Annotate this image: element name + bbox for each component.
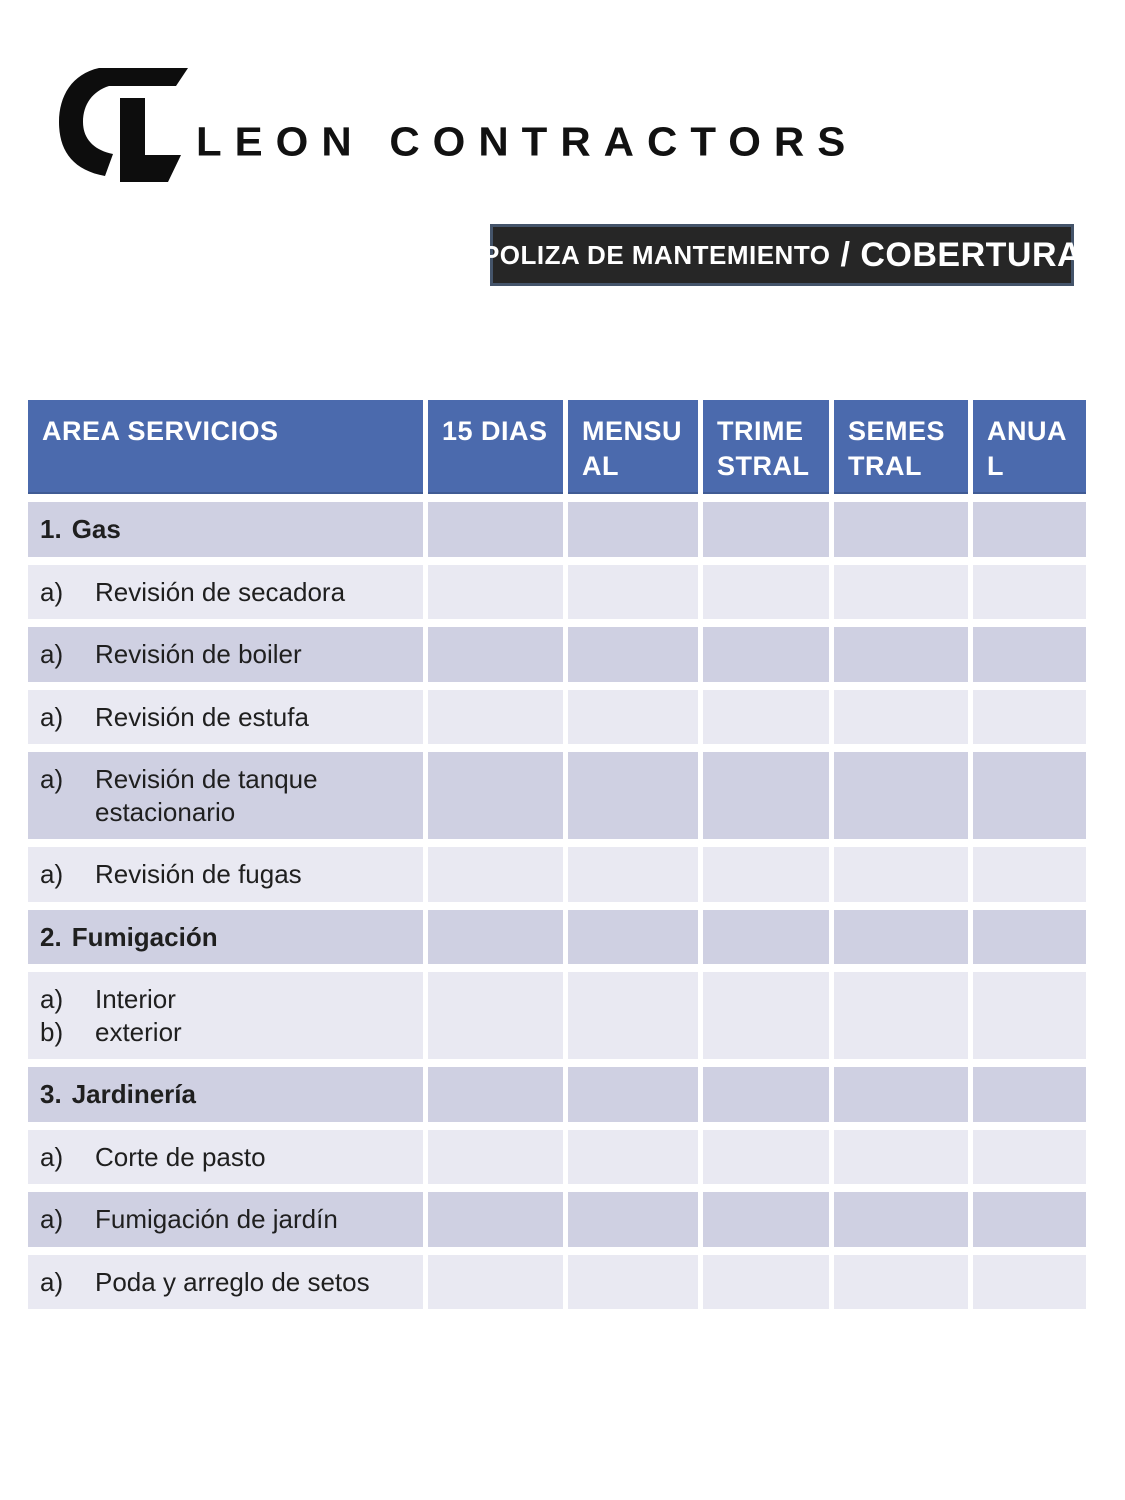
empty-cell	[568, 972, 698, 1059]
empty-cell	[973, 910, 1086, 965]
empty-cell	[428, 1255, 563, 1310]
entry-marker: a)	[40, 1141, 64, 1172]
empty-cell	[568, 752, 698, 839]
row-entry	[40, 1141, 411, 1174]
empty-cell	[834, 690, 968, 745]
empty-cell	[834, 627, 968, 682]
empty-cell	[703, 502, 829, 557]
empty-cell	[703, 752, 829, 839]
empty-cell	[973, 847, 1086, 902]
empty-cell	[428, 1192, 563, 1247]
empty-cell	[973, 1130, 1086, 1185]
entry-marker: a)	[40, 1266, 64, 1297]
entry-text: Fumigación de jardín	[95, 1204, 338, 1235]
column-header-anual: ANUAL	[973, 400, 1086, 494]
empty-cell	[834, 1067, 968, 1122]
entry-text: Revisión de estufa	[95, 701, 309, 732]
row-entry	[40, 763, 411, 828]
row-entry	[40, 638, 411, 671]
empty-cell	[568, 565, 698, 620]
policy-banner	[481, 224, 1083, 286]
empty-cell	[703, 1192, 829, 1247]
cl-monogram-icon	[55, 60, 205, 190]
row-entry	[40, 1203, 411, 1236]
row-entry	[40, 513, 411, 546]
empty-cell	[428, 847, 563, 902]
entry-text: Revisión de fugas	[95, 859, 302, 890]
empty-cell	[973, 627, 1086, 682]
empty-cell	[834, 847, 968, 902]
row-label-cell	[28, 565, 423, 620]
empty-cell	[428, 910, 563, 965]
empty-cell	[428, 1130, 563, 1185]
empty-cell	[568, 502, 698, 557]
row-label-cell	[28, 847, 423, 902]
row-label-cell	[28, 972, 423, 1059]
row-label-cell	[28, 627, 423, 682]
row-entry	[40, 1078, 411, 1111]
row-entry	[40, 983, 411, 1016]
empty-cell	[834, 972, 968, 1059]
banner-label-emphasis: / COBERTURA	[840, 235, 1083, 274]
row-entry	[40, 921, 411, 954]
entry-text: Fumigación	[71, 921, 218, 952]
column-header-area-servicios: AREA SERVICIOS	[28, 400, 423, 494]
empty-cell	[834, 1130, 968, 1185]
empty-cell	[834, 910, 968, 965]
row-entry	[40, 1016, 411, 1049]
empty-cell	[703, 972, 829, 1059]
column-header-mensual: MENSUAL	[568, 400, 698, 494]
empty-cell	[703, 690, 829, 745]
empty-cell	[973, 1067, 1086, 1122]
banner-label: POLIZA DE MANTEMIENTO	[481, 239, 831, 270]
empty-cell	[834, 1192, 968, 1247]
services-table	[28, 400, 1096, 1309]
empty-cell	[428, 627, 563, 682]
entry-text: exterior	[95, 1016, 182, 1047]
row-label-cell	[28, 910, 423, 965]
entry-text: Interior	[95, 984, 176, 1015]
empty-cell	[568, 1130, 698, 1185]
entry-marker: 1.	[40, 514, 62, 545]
row-label-cell	[28, 690, 423, 745]
column-header-semestral: SEMESTRAL	[834, 400, 968, 494]
row-label-cell	[28, 502, 423, 557]
empty-cell	[568, 847, 698, 902]
empty-cell	[703, 565, 829, 620]
empty-cell	[973, 1255, 1086, 1310]
entry-marker: a)	[40, 859, 64, 890]
entry-marker: a)	[40, 764, 64, 795]
entry-marker: a)	[40, 701, 64, 732]
empty-cell	[973, 752, 1086, 839]
empty-cell	[428, 752, 563, 839]
empty-cell	[568, 1192, 698, 1247]
empty-cell	[703, 1067, 829, 1122]
entry-marker: a)	[40, 639, 64, 670]
empty-cell	[703, 1255, 829, 1310]
row-label-cell	[28, 752, 423, 839]
empty-cell	[703, 847, 829, 902]
empty-cell	[428, 690, 563, 745]
entry-text: Revisión de boiler	[95, 639, 302, 670]
column-header-15-dias: 15 DIAS	[428, 400, 563, 494]
row-label-cell	[28, 1255, 423, 1310]
entry-text: Gas	[71, 514, 121, 545]
empty-cell	[428, 502, 563, 557]
empty-cell	[428, 1067, 563, 1122]
empty-cell	[568, 690, 698, 745]
empty-cell	[973, 690, 1086, 745]
empty-cell	[834, 502, 968, 557]
empty-cell	[568, 627, 698, 682]
entry-text: Revisión de secadora	[95, 576, 346, 607]
entry-text: Poda y arreglo de setos	[95, 1266, 370, 1297]
empty-cell	[834, 752, 968, 839]
entry-text: Corte de pasto	[95, 1141, 266, 1172]
entry-marker: a)	[40, 1204, 64, 1235]
empty-cell	[703, 627, 829, 682]
empty-cell	[834, 565, 968, 620]
empty-cell	[973, 1192, 1086, 1247]
entry-marker: 3.	[40, 1079, 62, 1110]
entry-text: Revisión de tanque estacionario	[95, 764, 318, 827]
empty-cell	[703, 1130, 829, 1185]
empty-cell	[568, 1255, 698, 1310]
empty-cell	[973, 972, 1086, 1059]
empty-cell	[568, 910, 698, 965]
empty-cell	[703, 910, 829, 965]
row-entry	[40, 701, 411, 734]
row-entry	[40, 576, 411, 609]
entry-marker: 2.	[40, 921, 62, 952]
column-header-trimestral: TRIMESTRAL	[703, 400, 829, 494]
entry-text: Jardinería	[71, 1079, 196, 1110]
empty-cell	[973, 502, 1086, 557]
row-label-cell	[28, 1067, 423, 1122]
entry-marker: a)	[40, 984, 64, 1015]
empty-cell	[834, 1255, 968, 1310]
row-entry	[40, 858, 411, 891]
entry-marker: a)	[40, 576, 64, 607]
empty-cell	[568, 1067, 698, 1122]
empty-cell	[428, 565, 563, 620]
entry-marker: b)	[40, 1016, 64, 1047]
row-label-cell	[28, 1130, 423, 1185]
row-entry	[40, 1266, 411, 1299]
brand-wordmark: LEON CONTRACTORS	[196, 118, 859, 165]
empty-cell	[973, 565, 1086, 620]
empty-cell	[428, 972, 563, 1059]
row-label-cell	[28, 1192, 423, 1247]
